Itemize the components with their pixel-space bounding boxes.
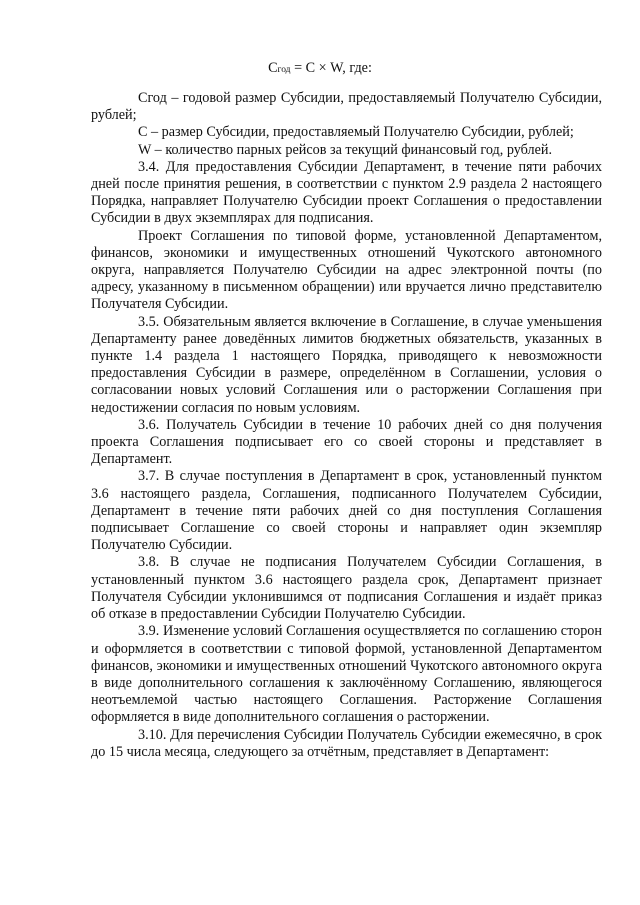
definition-subsidy-amount: С – размер Субсидии, предоставляемый Получателю Субсидии, рублей; (138, 124, 574, 141)
formula-expression: = С × W, где: (290, 60, 372, 76)
paragraph-3-7: 3.7. В случае поступления в Департамент в срок, установленный пунктом 3.6 настоящего раздела, Соглашения, подписанного Получателем Субсидии, Департамент в течение пяти рабочих дней со дня поступления Соглашения подписывает Соглашение со своей стороны и направляет один экземпляр Получателю Субсидии. (91, 468, 602, 554)
paragraph-3-5: 3.5. Обязательным является включение в Соглашение, в случае уменьшения Департаменту ранее доведённых лимитов бюджетных обязательств, указанных в пункте 1.4 раздела 1 настоящего Порядка, приводящего к невозможности предоставления Субсидии в размере, определённом в Соглашении, условия о согласовании новых условий Соглашения или о расторжении Соглашения при недостижении согласия по новым условиям. (91, 313, 602, 416)
definition-flights-count: W – количество парных рейсов за текущий финансовый год, рублей. (138, 141, 553, 158)
paragraph-3-8: 3.8. В случае не подписания Получателем Субсидии Соглашения, в установленный пунктом 3.6 настоящего раздела срок, Департамент признает Получателя Субсидии уклонившимся от подписания Соглашения и издаёт приказ об отказе в предоставлении Субсидии Получателю Субсидии. (91, 554, 602, 623)
paragraph-3-6: 3.6. Получатель Субсидии в течение 10 рабочих дней со дня получения проекта Соглашения подписывает его со своей стороны и представляет в Департамент. (91, 416, 602, 468)
formula-line (0, 60, 640, 79)
definition-annual-subsidy: Сгод – годовой размер Субсидии, предоставляемый Получателю Субсидии, рублей; (91, 90, 602, 124)
formula-subscript: год (277, 65, 291, 75)
paragraph-3-4: 3.4. Для предоставления Субсидии Департамент, в течение пяти рабочих дней после принятия решения, в соответствии с пунктом 2.9 раздела 2 настоящего Порядка, направляет Получателю Субсидии проект Соглашения о предоставлении Субсидии в двух экземплярах для подписания. (91, 158, 602, 227)
paragraph-3-4-project: Проект Соглашения по типовой форме, установленной Департаментом, финансов, экономики и имущественных отношений Чукотского автономного округа, направляется Получателю Субсидии на адрес электронной почты (по адресу, указанному в письменном обращении) или вручается лично представителю Получателя Субсидии. (91, 227, 602, 313)
document-body (91, 90, 602, 761)
formula-symbol: С (268, 60, 278, 76)
paragraph-3-10: 3.10. Для перечисления Субсидии Получатель Субсидии ежемесячно, в срок до 15 числа месяца, следующего за отчётным, представляет в Департамент: (91, 726, 602, 760)
paragraph-3-9: 3.9. Изменение условий Соглашения осуществляется по соглашению сторон и оформляется в соответствии с типовой формой, установленной Департаментом финансов, экономики и имущественных отношений Чукотского автономного округа в виде дополнительного соглашения к заключённому Соглашению, являющегося неотъемлемой частью настоящего Соглашения. Расторжение Соглашения оформляется в виде дополнительного соглашения о расторжении. (91, 623, 602, 726)
